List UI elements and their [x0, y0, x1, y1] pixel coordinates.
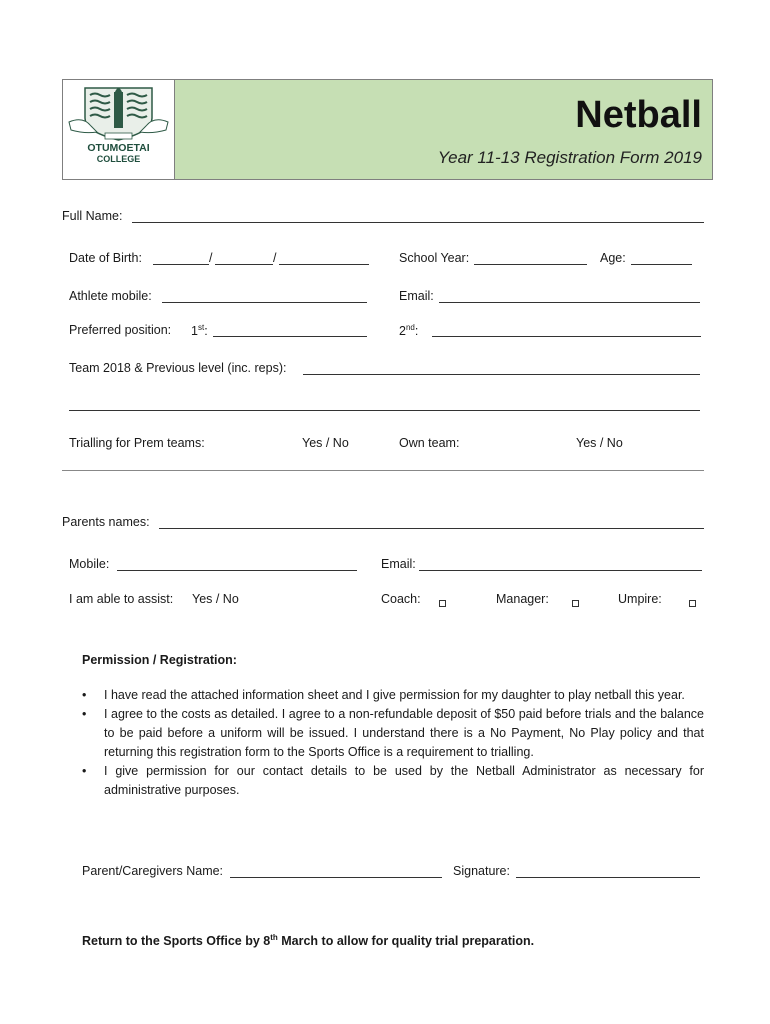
parents-names-label: Parents names: — [62, 515, 150, 529]
full-name-label: Full Name: — [62, 209, 123, 223]
own-team-yes-no[interactable]: Yes / No — [576, 436, 623, 450]
title-panel — [175, 80, 712, 179]
dob-separator: / — [209, 251, 213, 265]
second-position-label: 2nd: — [399, 323, 419, 339]
age-label: Age: — [600, 251, 626, 265]
parent-mobile-label: Mobile: — [69, 557, 110, 571]
parent-mobile-field[interactable] — [117, 570, 357, 571]
first-position-label: 1st: — [191, 323, 208, 339]
dob-label: Date of Birth: — [69, 251, 142, 265]
dob-year-field[interactable] — [279, 264, 369, 265]
dob-month-field[interactable] — [215, 264, 273, 265]
first-position-field[interactable] — [213, 336, 367, 337]
parent-email-field[interactable] — [419, 570, 702, 571]
list-item: • I give permission for our contact details to be used by the Netball Administrator as necessary for administrative purposes. — [82, 764, 704, 797]
crest-icon — [63, 80, 174, 179]
full-name-field[interactable] — [132, 222, 704, 223]
assist-yes-no[interactable]: Yes / No — [192, 592, 239, 606]
trialling-yes-no[interactable]: Yes / No — [302, 436, 349, 450]
signature-field[interactable] — [516, 877, 700, 878]
list-item: • I have read the attached information sheet and I give permission for my daughter to play netball this year. — [82, 688, 685, 702]
athlete-mobile-field[interactable] — [162, 302, 367, 303]
manager-label: Manager: — [496, 592, 549, 606]
email-field[interactable] — [439, 302, 700, 303]
permission-list — [82, 686, 704, 800]
umpire-checkbox[interactable] — [689, 596, 696, 610]
list-item: • I agree to the costs as detailed. I agree to a non-refundable deposit of $50 paid before trials and the balance to be paid before a uniform will be issued. I understand there is a No Payment, No Play policy and that returning this registration form to the Sports Office is a requirement to trialling. — [82, 707, 704, 759]
trialling-label: Trialling for Prem teams: — [69, 436, 205, 450]
coach-checkbox[interactable] — [439, 596, 446, 610]
school-logo — [63, 80, 175, 179]
school-name-line1: OTUMOETAI — [87, 142, 150, 154]
section-divider — [62, 470, 704, 471]
school-year-label: School Year: — [399, 251, 470, 265]
caregiver-name-field[interactable] — [230, 877, 442, 878]
signature-label: Signature: — [453, 864, 510, 878]
dob-day-field[interactable] — [153, 264, 209, 265]
manager-checkbox[interactable] — [572, 596, 579, 610]
team-previous-field[interactable] — [303, 374, 700, 375]
return-instructions: Return to the Sports Office by 8th March to allow for quality trial preparation. — [82, 933, 535, 949]
age-field[interactable] — [631, 264, 692, 265]
school-year-field[interactable] — [474, 264, 587, 265]
permission-heading: Permission / Registration: — [82, 653, 237, 667]
email-label: Email: — [399, 289, 434, 303]
page-title: Netball — [575, 94, 702, 136]
athlete-mobile-label: Athlete mobile: — [69, 289, 152, 303]
parents-names-field[interactable] — [159, 528, 704, 529]
school-name-line2: COLLEGE — [96, 154, 141, 164]
assist-label: I am able to assist: — [69, 592, 174, 606]
coach-label: Coach: — [381, 592, 421, 606]
team-previous-label: Team 2018 & Previous level (inc. reps): — [69, 361, 287, 375]
umpire-label: Umpire: — [618, 592, 662, 606]
own-team-label: Own team: — [399, 436, 460, 450]
caregiver-name-label: Parent/Caregivers Name: — [82, 864, 224, 878]
preferred-position-label: Preferred position: — [69, 323, 172, 337]
parent-email-label: Email: — [381, 557, 416, 571]
form-header — [62, 79, 713, 180]
dob-separator: / — [273, 251, 277, 265]
team-previous-field-line2[interactable] — [69, 410, 700, 411]
second-position-field[interactable] — [432, 336, 701, 337]
page-subtitle: Year 11-13 Registration Form 2019 — [437, 148, 702, 167]
